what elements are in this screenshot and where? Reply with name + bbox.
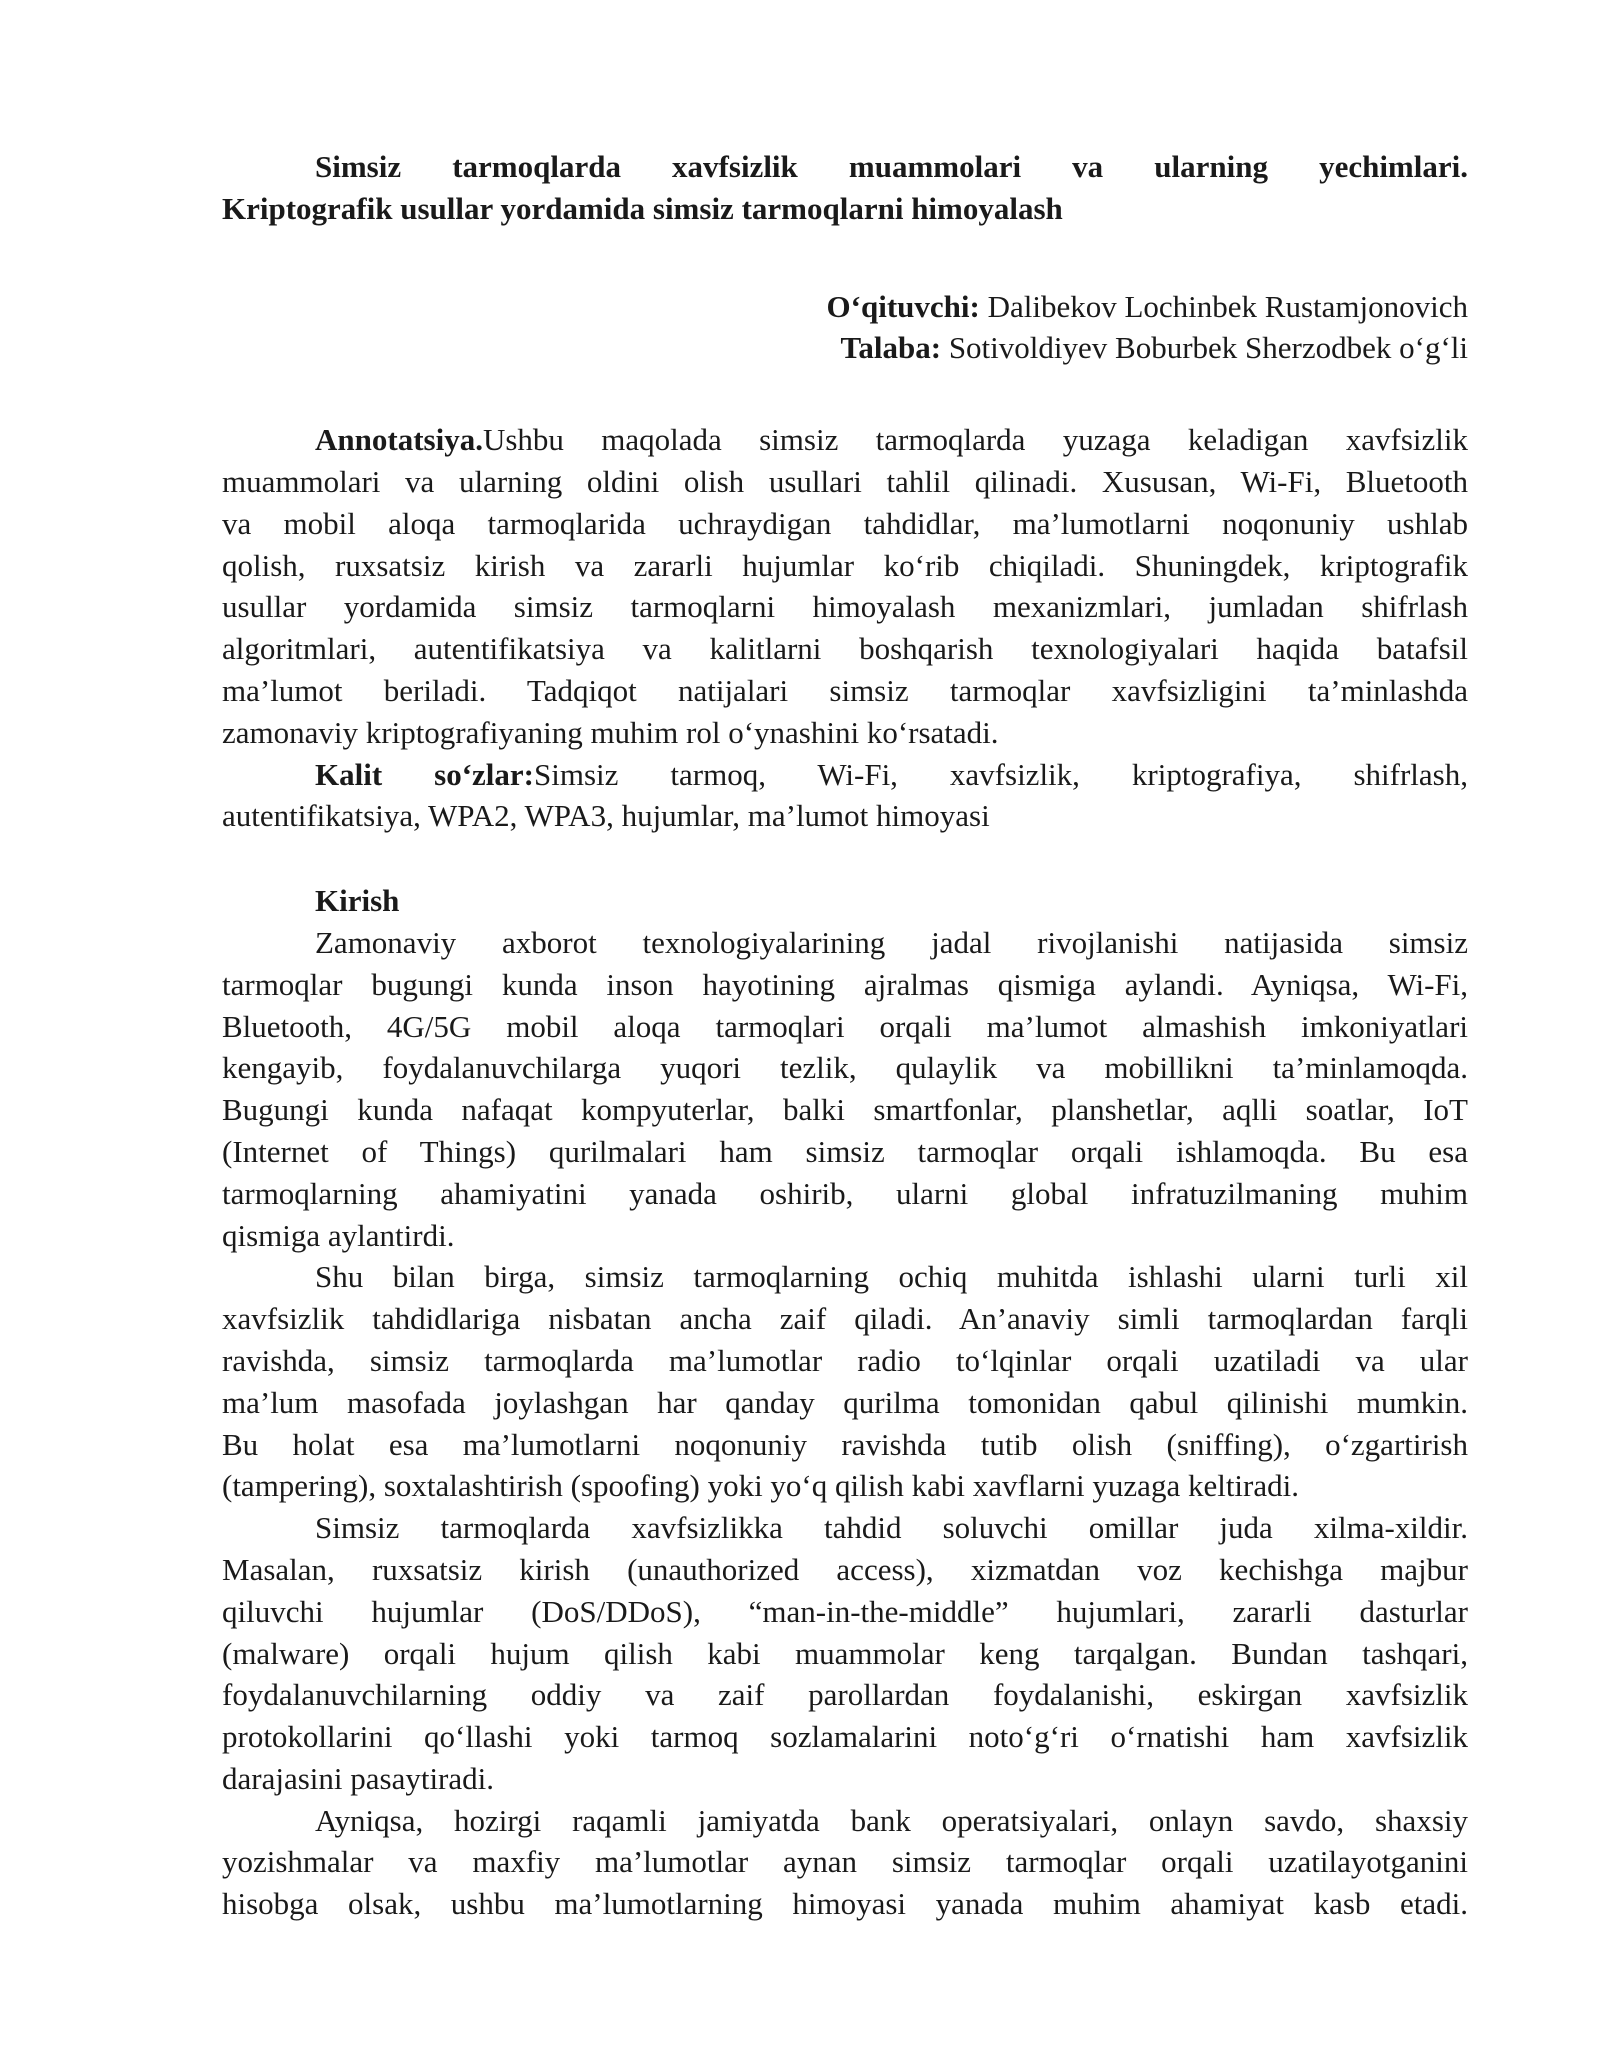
- paragraph-line: xavfsizlik tahdidlariga nisbatan ancha zaif qiladi. An’anaviy simli tarmoqlardan farqli: [222, 1301, 1468, 1337]
- abstract-line: ma’lumot beriladi. Tadqiqot natijalari simsiz tarmoqlar xavfsizligini ta’minlashda: [222, 672, 1468, 708]
- paragraph-line: Masalan, ruxsatsiz kirish (unauthorized access), xizmatdan voz kechishga majbur: [222, 1551, 1468, 1587]
- paragraph-line: kengayib, foydalanuvchilarga yuqori tezlik, qulaylik va mobillikni ta’minlamoqda.: [222, 1050, 1468, 1086]
- paragraph-line: hisobga olsak, ushbu ma’lumotlarning himoyasi yanada muhim ahamiyat kasb etadi.: [222, 1886, 1468, 1922]
- abstract-line: va mobil aloqa tarmoqlarida uchraydigan tahdidlar, ma’lumotlarni noqonuniy ushlab: [222, 505, 1468, 541]
- abstract-line: [222, 419, 1468, 461]
- paragraph-line: Ayniqsa, hozirgi raqamli jamiyatda bank operatsiyalari, onlayn savdo, shaxsiy: [315, 1802, 1468, 1838]
- abstract-line: usullar yordamida simsiz tarmoqlarni himoyalash mexanizmlari, jumladan shifrlash: [222, 589, 1468, 625]
- paragraph-line: yozishmalar va maxfiy ma’lumotlar aynan simsiz tarmoqlar orqali uzatilayotganini: [222, 1844, 1468, 1880]
- article-title: [222, 146, 1468, 230]
- teacher-label: O‘qituvchi:: [826, 288, 980, 324]
- paragraph-line: (tampering), soxtalashtirish (spoofing) yoki yo‘q qilish kabi xavflarni yuzaga keltiradi.: [222, 1468, 1299, 1504]
- student-line: [222, 327, 1468, 369]
- paragraph-line: ma’lum masofada joylashgan har qanday qurilma tomonidan qabul qilinishi mumkin.: [222, 1384, 1468, 1420]
- abstract-line: muammolari va ularning oldini olish usullari tahlil qilinadi. Xususan, Wi-Fi, Bluetooth: [222, 463, 1468, 499]
- paragraph-line: ravishda, simsiz tarmoqlarda ma’lumotlar radio to‘lqinlar orqali uzatiladi va ular: [222, 1342, 1468, 1378]
- title-line: Simsiz tarmoqlarda xavfsizlik muammolari va ularning yechimlari.: [315, 149, 1468, 184]
- teacher-name: Dalibekov Lochinbek Rustamjonovich: [979, 288, 1468, 324]
- paragraph-line: Simsiz tarmoqlarda xavfsizlikka tahdid soluvchi omillar juda xilma-xildir.: [315, 1510, 1468, 1546]
- title-line: Kriptografik usullar yordamida simsiz tarmoqlarni himoyalash: [222, 190, 1063, 226]
- paragraph-line: darajasini pasaytiradi.: [222, 1760, 495, 1796]
- paragraph-line: Bu holat esa ma’lumotlarni noqonuniy ravishda tutib olish (sniffing), o‘zgartirish: [222, 1426, 1468, 1462]
- paragraph-line: qiluvchi hujumlar (DoS/DDoS), “man-in-the-middle” hujumlari, zararli dasturlar: [222, 1593, 1468, 1629]
- paragraph-line: Zamonaviy axborot texnologiyalarining jadal rivojlanishi natijasida simsiz: [315, 924, 1468, 960]
- paragraph-line: foydalanuvchilarning oddiy va zaif parollardan foydalanishi, eskirgan xavfsizlik: [222, 1677, 1468, 1713]
- keywords-line: autentifikatsiya, WPA2, WPA3, hujumlar, ma’lumot himoyasi: [222, 798, 990, 834]
- paragraph-line: (malware) orqali hujum qilish kabi muammolar keng tarqalgan. Bundan tashqari,: [222, 1635, 1468, 1671]
- abstract-label: Annotatsiya.: [315, 422, 483, 458]
- paragraph-line: tarmoqlar bugungi kunda inson hayotining ajralmas qismiga aylandi. Ayniqsa, Wi-Fi,: [222, 966, 1468, 1002]
- paragraph-line: (Internet of Things) qurilmalari ham simsiz tarmoqlar orqali ishlamoqda. Bu esa: [222, 1133, 1468, 1169]
- student-name: Sotivoldiyev Boburbek Sherzodbek o‘g‘li: [941, 330, 1468, 366]
- keywords-text: Simsiz tarmoq, Wi-Fi, xavfsizlik, kriptografiya, shifrlash,: [534, 756, 1468, 792]
- abstract-line: zamonaviy kriptografiyaning muhim rol o‘ynashini ko‘rsatadi.: [222, 714, 999, 750]
- author-block: [222, 286, 1468, 370]
- paragraph-line: protokollarini qo‘llashi yoki tarmoq sozlamalarini noto‘g‘ri o‘rnatishi ham xavfsizlik: [222, 1719, 1468, 1755]
- paragraph-line: tarmoqlarning ahamiyatini yanada oshirib, ularni global infratuzilmaning muhim: [222, 1175, 1468, 1211]
- paragraph: [222, 1800, 1468, 1925]
- section-heading: Kirish: [315, 883, 400, 919]
- keywords-label: Kalit so‘zlar:: [315, 756, 534, 792]
- abstract-text: Ushbu maqolada simsiz tarmoqlarda yuzaga keladigan xavfsizlik: [482, 422, 1468, 458]
- keywords: [222, 754, 1468, 838]
- paragraph-line: Bugungi kunda nafaqat kompyuterlar, balki smartfonlar, planshetlar, aqlli soatlar, IoT: [222, 1092, 1468, 1128]
- paragraph: [222, 922, 1468, 1256]
- abstract-line: algoritmlari, autentifikatsiya va kalitlarni boshqarish texnologiyalari haqida batafsil: [222, 631, 1468, 667]
- keywords-line: [222, 754, 1468, 796]
- paragraph-line: Shu bilan birga, simsiz tarmoqlarning ochiq muhitda ishlashi ularni turli xil: [315, 1259, 1468, 1295]
- paragraph-line: Bluetooth, 4G/5G mobil aloqa tarmoqlari orqali ma’lumot almashish imkoniyatlari: [222, 1008, 1468, 1044]
- student-label: Talaba:: [840, 330, 942, 366]
- teacher-line: [222, 286, 1468, 328]
- abstract-line: qolish, ruxsatsiz kirish va zararli hujumlar ko‘rib chiqiladi. Shuningdek, kriptografik: [222, 547, 1468, 583]
- paragraph: [222, 1256, 1468, 1507]
- paragraph: [222, 1507, 1468, 1800]
- paragraph-line: qismiga aylantirdi.: [222, 1217, 455, 1253]
- abstract: [222, 419, 1468, 753]
